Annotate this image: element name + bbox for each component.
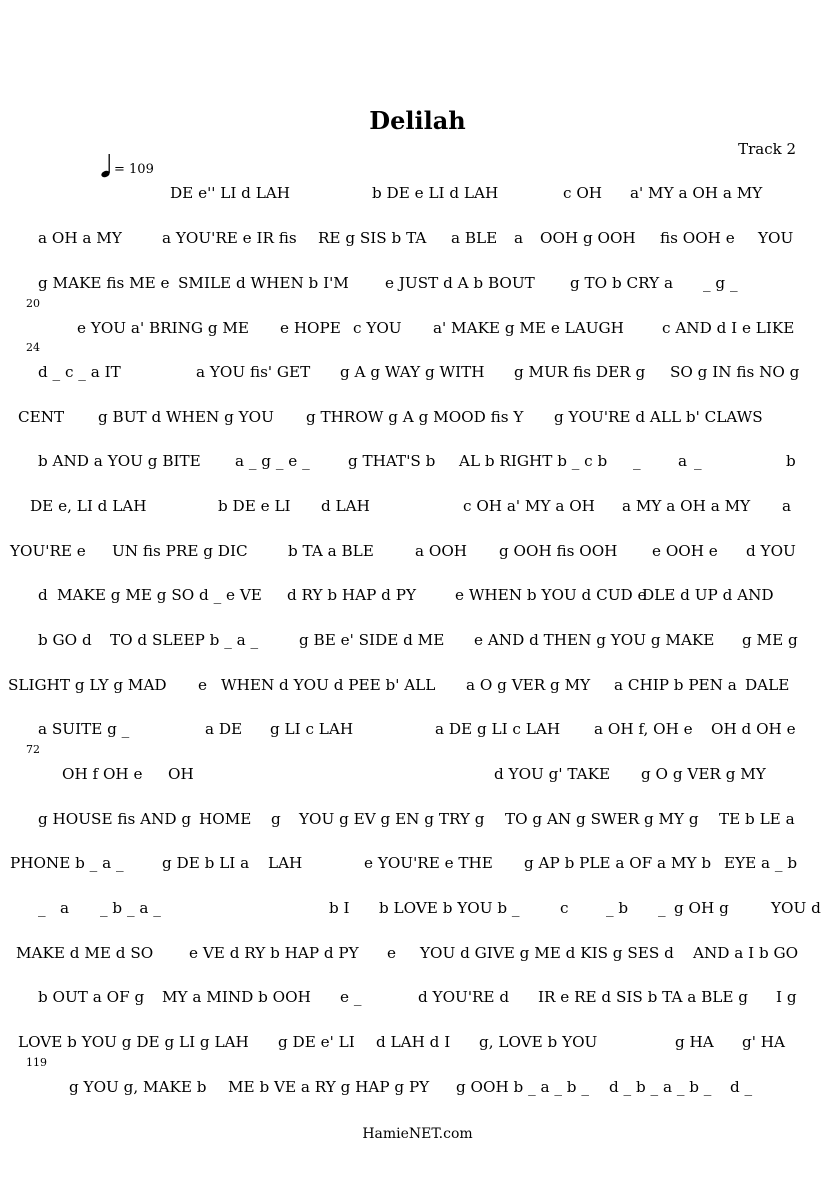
lyric-segment: b [786,452,796,470]
lyric-segment: EYE a _ b [724,854,798,872]
quarter-note-icon [100,153,112,179]
track-label: Track 2 [738,140,796,158]
lyric-segment: e WHEN b YOU d CUD e [455,586,647,604]
lyric-segment: SMILE d WHEN b I'M [178,274,349,292]
lyric-segment: g HOUSE fis AND g [38,810,192,828]
lyric-segment: g O g VER g MY [641,765,766,783]
lyric-segment: g OH g [674,899,729,917]
lyric-line [0,631,835,653]
lyric-segment: _ [694,452,702,470]
lyric-segment: a OOH [415,542,468,560]
lyric-segment: _ [633,452,641,470]
lyric-segment: d LAH [321,497,370,515]
measure-number: 20 [26,297,40,310]
lyric-line [0,274,835,296]
lyric-line [0,899,835,921]
lyric-segment: DE e, LI d LAH [30,497,147,515]
lyric-segment: c [560,899,569,917]
lyric-segment: a BLE [451,229,498,247]
lyric-segment: AL b RIGHT b _ c b [459,452,608,470]
lyric-segment: b LOVE b YOU b _ [379,899,520,917]
lyric-segment: OH [168,765,194,783]
lyric-segment: DALE [745,676,790,694]
lyric-segment: DLE d UP d AND [642,586,774,604]
lyric-segment: DE e'' LI d LAH [170,184,291,202]
lyric-segment: LOVE b YOU g DE g LI g LAH [18,1033,249,1051]
lyric-segment: OOH g OOH [540,229,636,247]
lyric-line [0,363,835,385]
measure-number: 24 [26,341,40,354]
lyric-segment: b DE e LI [218,497,291,515]
lyric-segment: RE g SIS b TA [318,229,427,247]
lyric-segment: MAKE d ME d SO [16,944,154,962]
lyric-segment: OH d OH e [711,720,796,738]
lyric-segment: _ [38,899,46,917]
lyric-segment: TE b LE a [719,810,795,828]
lyric-segment: d [38,586,48,604]
lyric-segment: YOU d GIVE g ME d KIS g SES d [420,944,674,962]
lyric-segment: a DE [205,720,243,738]
lyric-segment: a O g VER g MY [466,676,591,694]
lyric-segment: d _ c _ a IT [38,363,121,381]
lyric-segment: g DE b LI a [162,854,250,872]
lyric-segment: b DE e LI d LAH [372,184,499,202]
lyric-segment: e _ [340,988,362,1006]
lyric-line [0,452,835,474]
lyric-segment: a [678,452,688,470]
lyric-segment: e [198,676,207,694]
lyric-line [0,229,835,251]
lyric-segment: b TA a BLE [288,542,374,560]
lyric-segment: d YOU [746,542,796,560]
lyric-segment: g OOH b _ a _ b _ [456,1078,589,1096]
lyric-segment: I g [776,988,797,1006]
lyric-segment: e OOH e [652,542,718,560]
lyric-segment: TO d SLEEP b _ a _ [110,631,259,649]
lyric-segment: d YOU'RE d [418,988,510,1006]
lyric-segment: a [514,229,524,247]
lyric-segment: e HOPE [280,319,341,337]
lyric-segment: fis OOH e [660,229,735,247]
lyric-segment: d YOU g' TAKE [494,765,611,783]
lyric-segment: g HA [675,1033,714,1051]
lyric-segment: g ME g [742,631,798,649]
lyric-segment: CENT [18,408,65,426]
lyric-segment: c AND d I e LIKE [662,319,795,337]
lyric-line [0,676,835,698]
lyric-segment: a YOU'RE e IR fis [162,229,297,247]
lyric-segment: c YOU [353,319,402,337]
lyric-segment: b I [329,899,350,917]
lyric-line [0,810,835,832]
lyric-segment: UN fis PRE g DIC [112,542,248,560]
lyric-segment: a _ g _ e _ [235,452,310,470]
lyric-segment: a SUITE g _ [38,720,130,738]
lyric-segment: d RY b HAP d PY [287,586,416,604]
lyric-segment: g BE e' SIDE d ME [299,631,445,649]
footer-credit: HamieNET.com [362,1126,473,1142]
lyric-segment: c OH [563,184,603,202]
lyric-segment: PHONE b _ a _ [10,854,124,872]
lyric-segment: g THROW g A g MOOD fis Y [306,408,524,426]
lyric-segment: d LAH d I [376,1033,451,1051]
tempo-value: = 109 [114,162,154,177]
lyric-line [0,408,835,430]
lyric-segment: g YOU'RE d ALL b' CLAWS [554,408,763,426]
lyric-line [0,765,835,787]
lyric-line [0,586,835,608]
lyric-line [0,1078,835,1100]
lyric-segment: g BUT d WHEN g YOU [98,408,274,426]
measure-number: 72 [26,743,40,756]
lyric-segment: g' HA [742,1033,785,1051]
lyric-segment: g MUR fis DER g [514,363,646,381]
lyric-segment: MY a MIND b OOH [162,988,311,1006]
lyric-line [0,542,835,564]
lyric-segment: _ g _ [703,274,738,292]
lyric-line [0,497,835,519]
lyric-segment: ME b VE a RY g HAP g PY [228,1078,430,1096]
measure-number: 119 [26,1056,47,1069]
lyric-segment: a DE g LI c LAH [435,720,561,738]
lyric-segment: g [271,810,281,828]
lyric-segment: g LI c LAH [270,720,354,738]
song-title: Delilah [369,106,466,135]
tempo-marking [100,153,154,179]
lyric-line [0,184,835,206]
lyric-segment: g MAKE fis ME e [38,274,170,292]
lyric-segment: YOU d [771,899,821,917]
lyric-segment: g OOH fis OOH [499,542,618,560]
lyric-line [0,319,835,341]
lyric-segment: MAKE g ME g SO d _ e VE [57,586,262,604]
lyric-segment: c OH a' MY a OH [463,497,595,515]
lyric-segment: _ b _ a _ [100,899,161,917]
lyric-segment: g YOU g, MAKE b [69,1078,207,1096]
lyric-segment: YOU [758,229,794,247]
lyric-segment: b AND a YOU g BITE [38,452,201,470]
lyric-segment: d _ b _ a _ b _ [609,1078,712,1096]
lyric-segment: e YOU a' BRING g ME [77,319,250,337]
lyric-segment: OH f OH e [62,765,143,783]
lyric-segment: _ [658,899,666,917]
lyric-line [0,944,835,966]
lyric-segment: a MY a OH a MY [622,497,751,515]
lyric-segment: SO g IN fis NO g [670,363,800,381]
lyric-line [0,854,835,876]
lyric-segment: AND a I b GO [693,944,799,962]
lyric-segment: a [60,899,70,917]
lyric-segment: a CHIP b PEN a [614,676,737,694]
lyric-segment: YOU'RE e [10,542,86,560]
lyric-segment: LAH [268,854,303,872]
lyric-segment: a [782,497,792,515]
lyric-segment: a OH a MY [38,229,122,247]
lyric-segment: YOU g EV g EN g TRY g [299,810,485,828]
lyric-segment: e JUST d A b BOUT [385,274,535,292]
lyric-segment: g THAT'S b [348,452,436,470]
lyric-segment: e AND d THEN g YOU g MAKE [474,631,715,649]
lyric-segment: b GO d [38,631,92,649]
lyric-line [0,720,835,742]
lyric-segment: e [387,944,396,962]
lyric-segment: a YOU fis' GET [196,363,311,381]
lyric-segment: d _ [730,1078,753,1096]
lyric-segment: a OH f, OH e [594,720,693,738]
lyric-segment: _ b [606,899,629,917]
lyric-segment: g DE e' LI [278,1033,355,1051]
lyric-line [0,1033,835,1055]
lyric-segment: WHEN d YOU d PEE b' ALL [221,676,436,694]
lyric-line [0,988,835,1010]
lyric-segment: b OUT a OF g [38,988,145,1006]
lyric-segment: HOME [199,810,252,828]
lyric-segment: g, LOVE b YOU [479,1033,598,1051]
lyric-segment: TO g AN g SWER g MY g [505,810,699,828]
lyric-segment: a' MY a OH a MY [630,184,763,202]
lyric-segment: g AP b PLE a OF a MY b [524,854,712,872]
lyric-segment: g A g WAY g WITH [340,363,485,381]
lyric-segment: IR e RE d SIS b TA a BLE g [538,988,749,1006]
lyric-segment: g TO b CRY a [570,274,674,292]
lyric-segment: e VE d RY b HAP d PY [189,944,359,962]
lyric-segment: a' MAKE g ME e LAUGH [433,319,624,337]
lyric-segment: e YOU'RE e THE [364,854,493,872]
lyric-segment: SLIGHT g LY g MAD [8,676,167,694]
